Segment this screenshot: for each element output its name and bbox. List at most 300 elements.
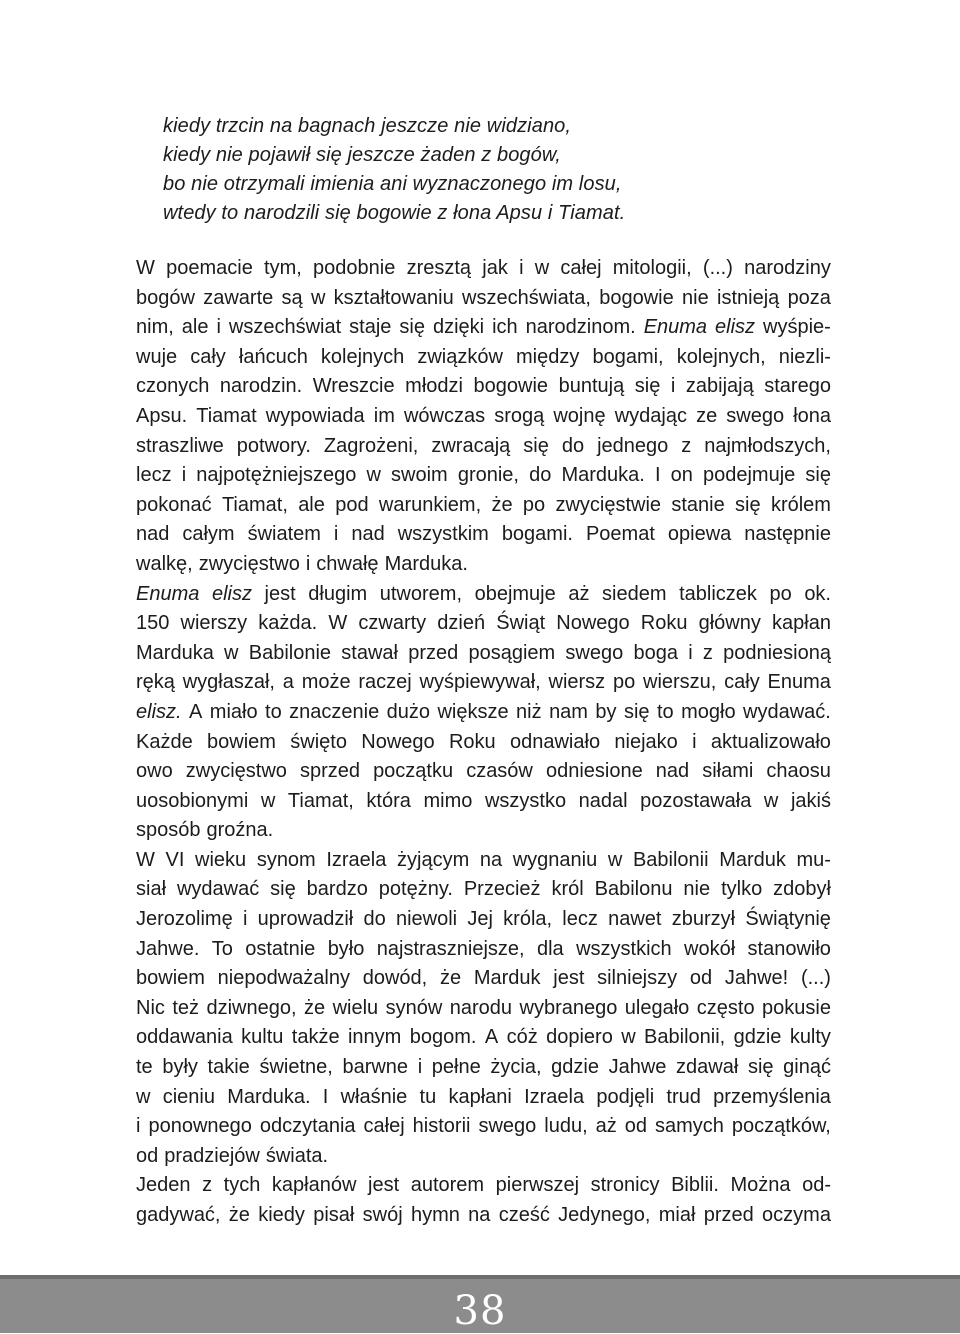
body-word: pokonać [136, 493, 212, 516]
body-word: poza [787, 286, 831, 309]
body-word: od [624, 1115, 648, 1138]
body-word: wierszy [180, 612, 248, 635]
body-line [136, 372, 831, 402]
body-word: się [735, 493, 761, 516]
body-line [136, 343, 831, 373]
body-word: ponownego [148, 1115, 252, 1138]
body-word: wygnaniu [512, 848, 598, 871]
body-word: tabliczek [679, 582, 757, 605]
body-word: wuje [136, 345, 178, 368]
body-word: cały [724, 671, 760, 694]
body-word: Marduk [719, 848, 786, 871]
body-word: A [189, 700, 203, 723]
body-word: na [468, 1204, 491, 1226]
body-word: wszechświat [228, 316, 342, 339]
body-word: ostatnie [245, 937, 316, 960]
body-word: kolejnych [320, 345, 405, 368]
body-word: związków [417, 345, 503, 368]
body-word: ręką [136, 671, 175, 694]
body-word: potwory. [236, 434, 311, 457]
body-line [136, 313, 831, 343]
body-word: najstraszniejsze, [376, 937, 525, 960]
body-word: i [333, 523, 339, 546]
body-word: się [623, 700, 650, 723]
body-word: że [439, 967, 462, 990]
body-word: jest [553, 967, 585, 990]
body-word: jakiś [790, 789, 831, 812]
body-word: Zagrożeni, [323, 434, 419, 457]
body-word: elisz [211, 582, 252, 605]
body-word: potężny. [378, 878, 453, 901]
body-word: łańcuch [238, 345, 308, 368]
body-word: bowiem [207, 730, 276, 753]
body-word: tylko [721, 878, 763, 901]
body-line [136, 639, 831, 669]
body-word: jednego [597, 434, 669, 457]
body-word: poemacie [166, 257, 253, 279]
body-word: odnawiało [510, 730, 601, 753]
body-word: Marduka. [561, 464, 645, 487]
body-word: odniesione [545, 760, 643, 783]
body-word: zresztą [406, 257, 472, 279]
body-word: siedem [602, 582, 667, 605]
body-word: wydawać. [743, 700, 831, 723]
body-word: W [136, 848, 155, 871]
body-word: wierszu, [643, 671, 717, 694]
body-word: Wreszcie [312, 375, 395, 398]
body-word: Izraela [524, 1085, 585, 1108]
page-number: 38 [453, 1288, 507, 1334]
body-word: i [417, 1056, 423, 1079]
body-text [136, 254, 831, 1231]
body-word: Jej [467, 908, 493, 931]
body-word: opiewa [667, 523, 732, 546]
body-word: ze [696, 404, 718, 427]
body-word: dzięki [432, 316, 485, 339]
body-word: wydawać [176, 878, 260, 901]
body-word: gronie, [457, 464, 519, 487]
body-word: swego [478, 1115, 537, 1138]
body-word: Roku [448, 730, 496, 753]
body-word: narodu [449, 996, 513, 1019]
body-word: srogą [494, 404, 545, 427]
body-word: narodziny [744, 257, 831, 279]
body-word: groźna. [206, 819, 274, 842]
body-word: trud [666, 1085, 701, 1108]
body-word: wszechświata, [462, 286, 591, 309]
body-word: od- [802, 1174, 831, 1197]
body-line [136, 935, 831, 965]
body-word: w [607, 848, 623, 871]
body-word: Świątynię [745, 908, 831, 931]
body-word: wygłaszał, [182, 671, 275, 694]
body-word: następnie [744, 523, 831, 546]
body-word: aż [595, 1115, 617, 1138]
body-word: niezli- [778, 345, 831, 368]
body-line [136, 402, 831, 432]
body-word: uosobionymi [136, 789, 249, 812]
body-word: W [136, 257, 155, 279]
body-word: siał [136, 878, 167, 901]
body-word: i [519, 257, 524, 279]
body-word: główny [698, 612, 761, 635]
body-word: A [484, 1026, 499, 1049]
body-word: i [216, 316, 221, 339]
body-word: niewoli [395, 908, 458, 931]
body-word: bogom. [409, 1026, 477, 1049]
body-word: od [136, 1144, 159, 1167]
body-word: to [656, 700, 674, 723]
body-word: Izraela [326, 848, 387, 871]
body-word: wszystkim [397, 523, 489, 546]
body-word: posągiem [468, 641, 556, 664]
body-word: boga [633, 641, 678, 664]
body-word: nadal [578, 789, 628, 812]
body-word: aktualizowało [710, 730, 831, 753]
body-word: pokusie [762, 996, 831, 1019]
body-word: zawarte [203, 286, 274, 309]
body-word: wojnę [553, 404, 606, 427]
body-line [136, 905, 831, 935]
body-word: Enuma [767, 671, 831, 694]
body-line [136, 461, 831, 491]
body-line [136, 1142, 831, 1172]
body-word: podejmuje [702, 464, 796, 487]
body-word: cieniu [162, 1085, 215, 1108]
body-line [136, 787, 831, 817]
body-word: w [366, 464, 381, 487]
body-word: Można [730, 1174, 791, 1197]
body-word: Roku [640, 612, 688, 635]
body-word: nad [136, 523, 170, 546]
body-word: na [479, 848, 503, 871]
body-word: Jerozolimę [136, 908, 233, 931]
body-word: wieku [195, 848, 247, 871]
body-word: od [689, 967, 713, 990]
body-word: autorem [410, 1174, 485, 1197]
body-word: ich [492, 316, 518, 339]
body-word: i [688, 641, 693, 664]
body-word: kultu [241, 1026, 284, 1049]
body-word: sposób [136, 819, 201, 842]
body-word: swój [362, 1204, 403, 1226]
body-word: kształtowaniu [333, 286, 454, 309]
body-line [136, 520, 831, 550]
body-word: (...) [800, 967, 831, 990]
body-word: ulegało [624, 996, 690, 1019]
body-word: i [242, 908, 248, 931]
body-word: aż [568, 582, 590, 605]
body-word: świata. [265, 1144, 329, 1167]
verse-quote [163, 112, 843, 228]
body-word: mu- [796, 848, 831, 871]
body-word: kolejnych, [676, 345, 766, 368]
body-word: i [305, 552, 311, 575]
body-word: Babilonii [632, 848, 709, 871]
body-word: dużo [386, 700, 431, 723]
body-word: się [634, 375, 661, 398]
body-word: niejako [614, 730, 678, 753]
body-word: istnieją [717, 286, 780, 309]
body-word: podjęli [596, 1085, 655, 1108]
body-word: podobnie [313, 257, 396, 279]
body-word: całej [363, 1115, 405, 1138]
body-word: pełne [431, 1056, 481, 1079]
body-word: i [136, 1115, 141, 1138]
body-word: lecz [562, 908, 598, 931]
body-word: pod [335, 493, 369, 516]
body-word: stanowiło [747, 937, 831, 960]
body-word: stronicy [590, 1174, 660, 1197]
body-word: wszystkich [576, 937, 672, 960]
body-word: mogło [681, 700, 736, 723]
body-word: synom [256, 848, 316, 871]
body-word: w [224, 641, 239, 664]
body-word: Jahwe. [136, 937, 200, 960]
body-word: właśnie [340, 1085, 408, 1108]
body-word: pisał [313, 1204, 355, 1226]
body-word: miało [209, 700, 258, 723]
body-word: I [654, 464, 661, 487]
body-word: Tiamat, [221, 493, 288, 516]
body-word: historii [412, 1115, 471, 1138]
body-word: swego [726, 404, 785, 427]
body-word: wiersz [548, 671, 606, 694]
body-word: gdzie [733, 1026, 782, 1049]
body-word: najmłodszych, [704, 434, 831, 457]
body-word: łona [793, 404, 831, 427]
body-word: wszystko [484, 789, 567, 812]
body-word: w [136, 1085, 151, 1108]
body-word: samych [655, 1115, 724, 1138]
body-word: przed [703, 1204, 754, 1226]
body-word: zabijają [685, 375, 754, 398]
verse-line: wtedy to narodzili się bogowie z łona Apsu i Tiamat. [163, 202, 626, 224]
body-word: Nowego [361, 730, 435, 753]
body-word: staje [349, 316, 392, 339]
body-line [136, 580, 831, 610]
body-word: i [670, 375, 676, 398]
body-word: mitologii, [612, 257, 692, 279]
body-word: Jahwe [608, 1056, 667, 1079]
body-word: To [211, 937, 233, 960]
body-word: takie [207, 1056, 250, 1079]
body-word: Enuma [136, 582, 200, 605]
body-word: synów [385, 996, 443, 1019]
body-word: początku [373, 760, 454, 783]
body-word: też [172, 996, 200, 1019]
body-word: cóż [506, 1026, 538, 1049]
body-word: zwracają [431, 434, 511, 457]
body-word: oddawania [136, 1026, 233, 1049]
body-word: i [692, 730, 697, 753]
body-word: Nowego [556, 612, 630, 635]
body-word: starego [764, 375, 831, 398]
body-word: chaosu [766, 760, 831, 783]
body-word: do [561, 434, 585, 457]
body-word: Świąt [496, 612, 546, 635]
body-word: dla [536, 937, 564, 960]
body-word: ludu, [544, 1115, 588, 1138]
body-line [136, 994, 831, 1024]
body-word: bardzo [306, 878, 368, 901]
body-word: młodzi [405, 375, 463, 398]
body-word: Przecież [463, 878, 541, 901]
body-word: wówczas [403, 404, 486, 427]
body-word: w [260, 789, 276, 812]
body-word: niż [516, 700, 542, 723]
body-word: silniejszy [597, 967, 678, 990]
body-word: kapłanów [271, 1174, 357, 1197]
body-word: podniesioną [723, 641, 831, 664]
body-word: bowiem [136, 967, 205, 990]
body-word: im [373, 404, 395, 427]
body-word: w [763, 789, 779, 812]
body-word: cześć [498, 1204, 550, 1226]
body-word: zwycięstwo [198, 552, 300, 575]
body-line [136, 875, 831, 905]
body-word: 150 [136, 612, 170, 635]
body-word: bogami, [592, 345, 664, 368]
body-word: Tiamat, [287, 789, 354, 812]
body-word: Babilonie [248, 641, 332, 664]
body-word: Poemat [585, 523, 655, 546]
body-word: nam [549, 700, 588, 723]
body-word: zwycięstwo [185, 760, 287, 783]
body-word: Nic [136, 996, 165, 1019]
body-word: stanie [671, 493, 725, 516]
body-line [136, 668, 831, 698]
body-word: że [304, 996, 326, 1019]
body-word: przemyślenia [713, 1085, 831, 1108]
body-word: także [291, 1026, 340, 1049]
body-word: mimo [423, 789, 473, 812]
body-line [136, 432, 831, 462]
body-word: gadywać, [136, 1204, 221, 1226]
body-word: utworem, [379, 582, 462, 605]
body-word: niepodważalny [217, 967, 350, 990]
body-line [136, 284, 831, 314]
body-word: były [162, 1056, 198, 1079]
body-word: do [363, 908, 386, 931]
body-word: i [181, 464, 187, 487]
body-word: warunkiem, [378, 493, 482, 516]
body-word: walkę, [136, 552, 193, 575]
body-word: owo [136, 760, 173, 783]
body-line [136, 1171, 831, 1201]
body-word: ale [181, 316, 209, 339]
body-line [136, 1053, 831, 1083]
body-word: Enuma [643, 316, 708, 339]
body-word: wybranego [519, 996, 618, 1019]
body-word: ale [298, 493, 325, 516]
body-word: raczej [358, 671, 412, 694]
body-word: zburzył [671, 908, 736, 931]
body-word: często [696, 996, 755, 1019]
body-word: Jedynego, [558, 1204, 651, 1226]
body-word: lecz [136, 464, 172, 487]
body-word: VI [165, 848, 185, 871]
body-word: króla, [503, 908, 553, 931]
body-word: buntują [558, 375, 625, 398]
body-word: Marduk [473, 967, 541, 990]
body-word: ok. [804, 582, 831, 605]
body-word: nie [683, 878, 711, 901]
body-word: bogami. [501, 523, 573, 546]
body-word: długim [308, 582, 368, 605]
body-word: stawał [341, 641, 398, 664]
body-word: świetne, [259, 1056, 333, 1079]
body-line [136, 728, 831, 758]
body-word: pierwszej [495, 1174, 580, 1197]
body-word: Babilonu [594, 878, 673, 901]
body-word: wyśpiewywał, [419, 671, 541, 694]
body-word: są [281, 286, 303, 309]
body-word: całej [560, 257, 602, 279]
body-word: całym [182, 523, 235, 546]
body-word: odczytania [259, 1115, 356, 1138]
body-word: nim, [136, 316, 174, 339]
body-word: się [523, 434, 549, 457]
body-word: pradziejów [164, 1144, 260, 1167]
body-word: narodzinom. [525, 316, 636, 339]
body-word: innym [347, 1026, 402, 1049]
body-word: Biblii. [671, 1174, 719, 1197]
body-word: elisz [715, 316, 756, 339]
body-line [136, 491, 831, 521]
body-word: Jeden [136, 1174, 191, 1197]
body-word: wielu [332, 996, 379, 1019]
body-word: hymn [410, 1204, 460, 1226]
body-word: do [529, 464, 552, 487]
body-word: Tiamat [196, 404, 257, 427]
body-word: się [747, 1056, 774, 1079]
body-word: cały [190, 345, 226, 368]
body-word: wydając [614, 404, 687, 427]
body-word: jak [482, 257, 508, 279]
body-line [136, 757, 831, 787]
body-word: między [516, 345, 580, 368]
body-word: znaczenie [289, 700, 380, 723]
body-word: siłami [702, 760, 754, 783]
body-word: nawet [608, 908, 662, 931]
body-word: obejmuje [474, 582, 556, 605]
body-word: dopiero [546, 1026, 613, 1049]
body-word: może [301, 671, 351, 694]
body-word: miał [658, 1204, 696, 1226]
body-line [136, 254, 831, 284]
body-word: tu [419, 1085, 437, 1108]
body-word: dziwnego, [206, 996, 297, 1019]
body-word: w [310, 286, 326, 309]
body-word: nad [351, 523, 385, 546]
body-word: nad [655, 760, 690, 783]
body-word: bogowie [599, 286, 674, 309]
body-word: bogowie [473, 375, 549, 398]
body-word: się [270, 878, 296, 901]
body-word: tym, [264, 257, 302, 279]
body-word: przed [408, 641, 459, 664]
body-word: się [399, 316, 425, 339]
body-word: po [612, 671, 636, 694]
body-line [136, 964, 831, 994]
body-word: W [328, 612, 348, 635]
body-word: wypowiada [265, 404, 365, 427]
body-word: zdobył [773, 878, 831, 901]
body-word: kapłan [772, 612, 831, 635]
body-word: z [202, 1174, 213, 1197]
body-word: z [681, 434, 692, 457]
